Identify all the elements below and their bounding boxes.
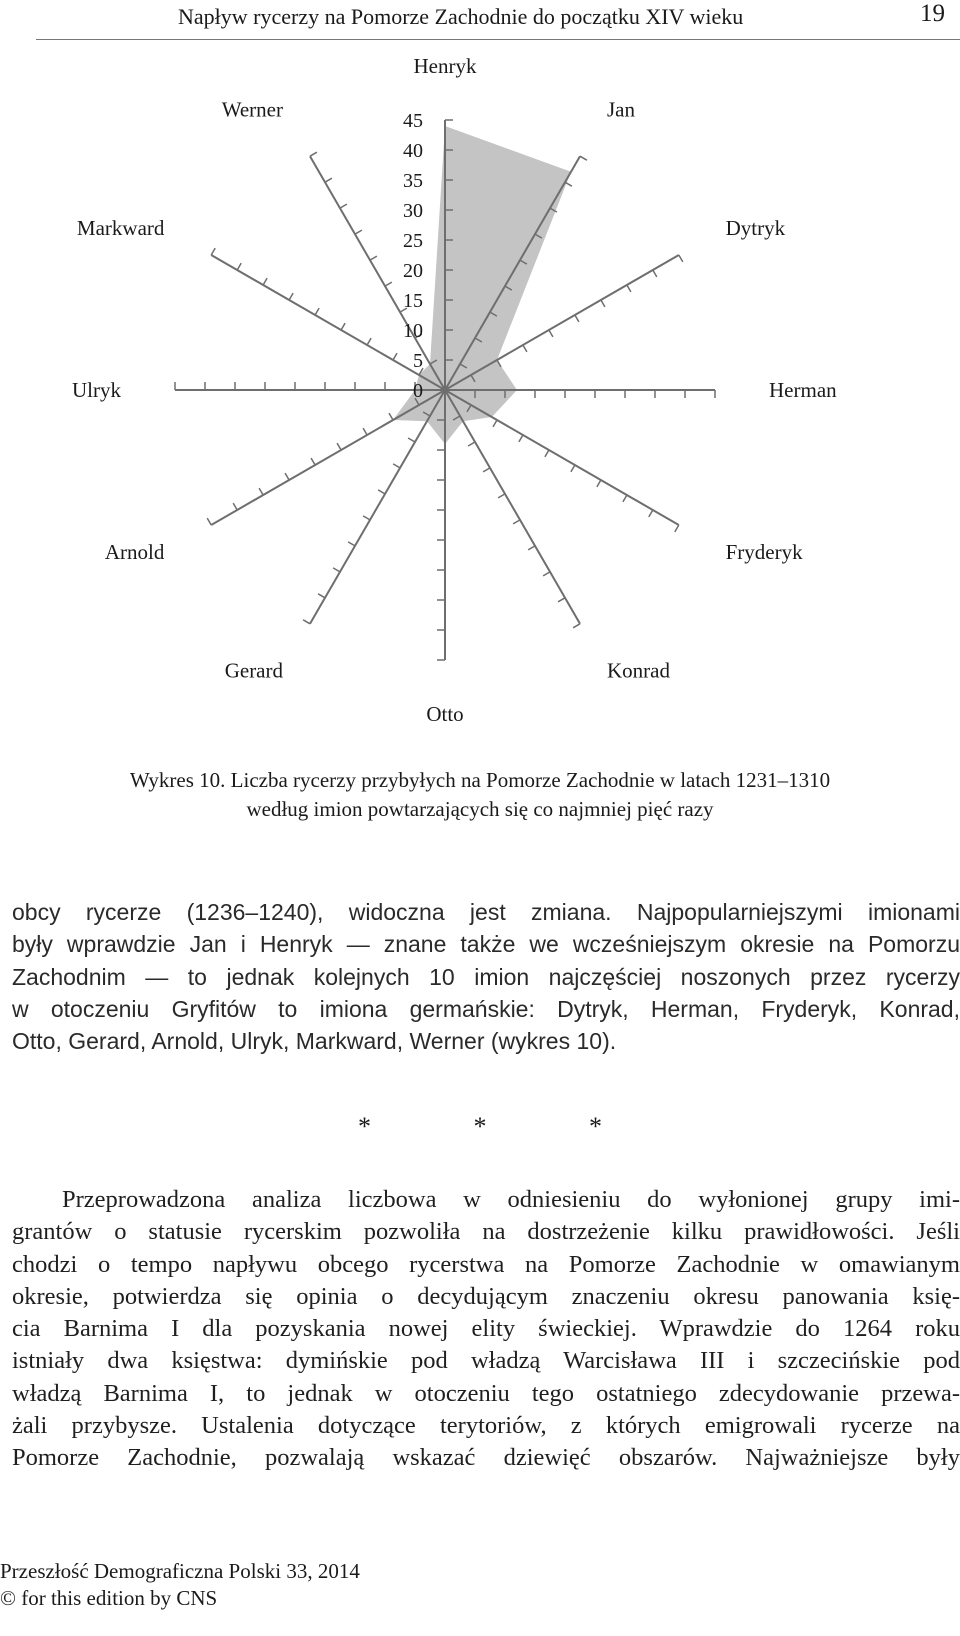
axis-tick [573,624,580,628]
radial-tick-label: 5 [413,350,423,372]
category-label: Jan [607,97,635,122]
axis-tick [363,428,367,435]
caption-line-1: Wykres 10. Liczba rycerzy przybyłych na Pomorze Zachodnie w latach 1231–1310 [129,768,831,792]
axis-line [310,156,445,390]
category-label: Arnold [104,540,165,564]
axis-tick [389,413,393,420]
paragraph-line: cia Barnima I dla pozyskania nowej elity świeckiej. Wprawdzie do 1264 roku [12,1315,960,1343]
axis-tick [303,620,310,624]
axis-tick [367,338,371,345]
axis-tick [571,465,575,472]
paragraph-line: chodzi o tempo napływu obcego rycerstwa na Pomorze Zachodnie w omawianym [12,1250,960,1278]
axis-tick [289,293,293,300]
page-footer [0,1558,360,1612]
running-head [0,0,960,42]
axis-tick [211,248,215,255]
axis-tick [575,315,579,322]
axis-tick [393,464,400,468]
category-label: Konrad [607,658,670,683]
category-label: Markward [76,216,165,240]
paragraph-line: istniały dwa księstwa: dymińskie pod władzą Warcisława III i szczecińskie pod [12,1347,960,1375]
footer-journal: Przeszłość Demograficzna Polski 33, 2014 [0,1559,360,1583]
category-label: Otto [426,702,464,726]
axis-tick [679,255,683,262]
radial-tick-label: 35 [403,170,423,192]
caption-line-2: według imion powtarzających się co najmniej pięć razy [246,797,714,821]
category-label: Ulryk [72,378,121,402]
axis-tick [285,473,289,480]
radial-tick-label: 30 [403,200,423,222]
radial-tick-label: 20 [403,260,423,282]
axis-tick [523,345,527,352]
axis-tick [325,178,332,182]
axis-tick [233,503,237,510]
axis-tick [259,488,263,495]
paragraph-line: Zachodnim — to jednak kolejnych 10 imion najczęściej noszonych przez rycerzy [12,963,960,990]
category-label: Dytryk [725,216,786,240]
axis-tick [543,572,550,576]
axis-tick [311,458,315,465]
axis-tick [355,230,362,234]
axis-tick [558,598,565,602]
axis-tick [601,300,605,307]
category-label: Werner [221,97,283,122]
paragraph-line: żali przybysze. Ustalenia dotyczące terytoriów, z których emigrowali rycerze na [12,1412,960,1440]
running-head-rule [36,39,960,40]
paragraph-1 [12,896,960,1057]
paragraph-line: władzą Barnima I, to jednak w otoczeniu tego ostatniego zdecydowanie przewa- [12,1379,960,1407]
paragraph-line: okresie, potwierdza się opinia o decydującym znaczeniu okresu panowania księ- [12,1282,960,1310]
axis-tick [370,256,377,260]
axis-tick [623,495,627,502]
axis-tick [333,568,340,572]
page-number: 19 [920,0,945,27]
axis-tick [545,450,549,457]
category-label: Henryk [413,54,477,78]
axis-tick [341,323,345,330]
paragraph-line: Otto, Gerard, Arnold, Ulryk, Markward, Werner (wykres 10). [12,1028,617,1055]
axis-tick [627,285,631,292]
axis-tick [597,480,601,487]
paragraph-line: były wprawdzie Jan i Henryk — znane także we wcześniejszym okresie na Pomorzu [12,931,960,958]
radial-tick-label: 10 [403,320,423,342]
paragraph-2 [12,1184,960,1475]
axis-tick [310,152,317,156]
radial-tick-label: 40 [403,140,423,162]
axis-tick [483,468,490,472]
category-label: Herman [769,378,837,402]
paragraph-line: grantów o statusie rycerskim pozwoliła na dostrzeżenie kilku prawidłowości. Jeśli [12,1218,960,1246]
axis-tick [385,282,392,286]
axis-tick [408,438,415,442]
axis-tick [378,490,385,494]
axis-tick [315,308,319,315]
axis-line [310,390,445,624]
axis-tick [348,542,355,546]
radial-tick-label: 45 [403,110,423,132]
axis-tick [549,330,553,337]
radial-tick-label: 25 [403,230,423,252]
axis-tick [498,494,505,498]
axis-tick [468,442,475,446]
category-label: Fryderyk [725,540,803,564]
axis-tick [263,278,267,285]
axis-tick [493,420,497,427]
axis-tick [340,204,347,208]
paragraph-line: Pomorze Zachodnie, pozwalają wskazać dziewięć obszarów. Najważniejsze były [12,1444,960,1472]
radial-tick-label: 0 [413,380,423,402]
axis-tick [337,443,341,450]
axis-tick [519,435,523,442]
paragraph-line: w otoczeniu Gryfitów to imiona germańskie: Dytryk, Herman, Fryderyk, Konrad, [12,995,960,1022]
footer-copyright: © for this edition by CNS [0,1586,218,1610]
figure-caption [0,766,960,824]
paragraph-line: Przeprowadzona analiza liczbowa w odniesieniu do wyłonionej grupy imi- [62,1186,960,1213]
axis-line [445,390,580,624]
axis-tick [393,353,397,360]
axis-line [445,390,679,525]
axis-tick [237,263,241,270]
axis-tick [363,516,370,520]
axis-tick [653,270,657,277]
axis-tick [528,546,535,550]
axis-tick [513,520,520,524]
axis-tick [207,518,211,525]
section-separator: * * * [358,1112,650,1141]
axis-tick [649,510,653,517]
axis-tick [318,594,325,598]
axis-tick [675,525,679,532]
category-label: Gerard [224,658,283,683]
paragraph-line: obcy rycerze (1236–1240), widoczna jest zmiana. Najpopularniejszymi imionami [12,899,960,925]
radar-chart [0,54,960,726]
radial-tick-label: 15 [403,290,423,312]
axis-line [211,390,445,525]
running-head-title: Napływ rycerzy na Pomorze Zachodnie do początku XIV wieku [178,4,744,29]
axis-tick [580,156,587,160]
